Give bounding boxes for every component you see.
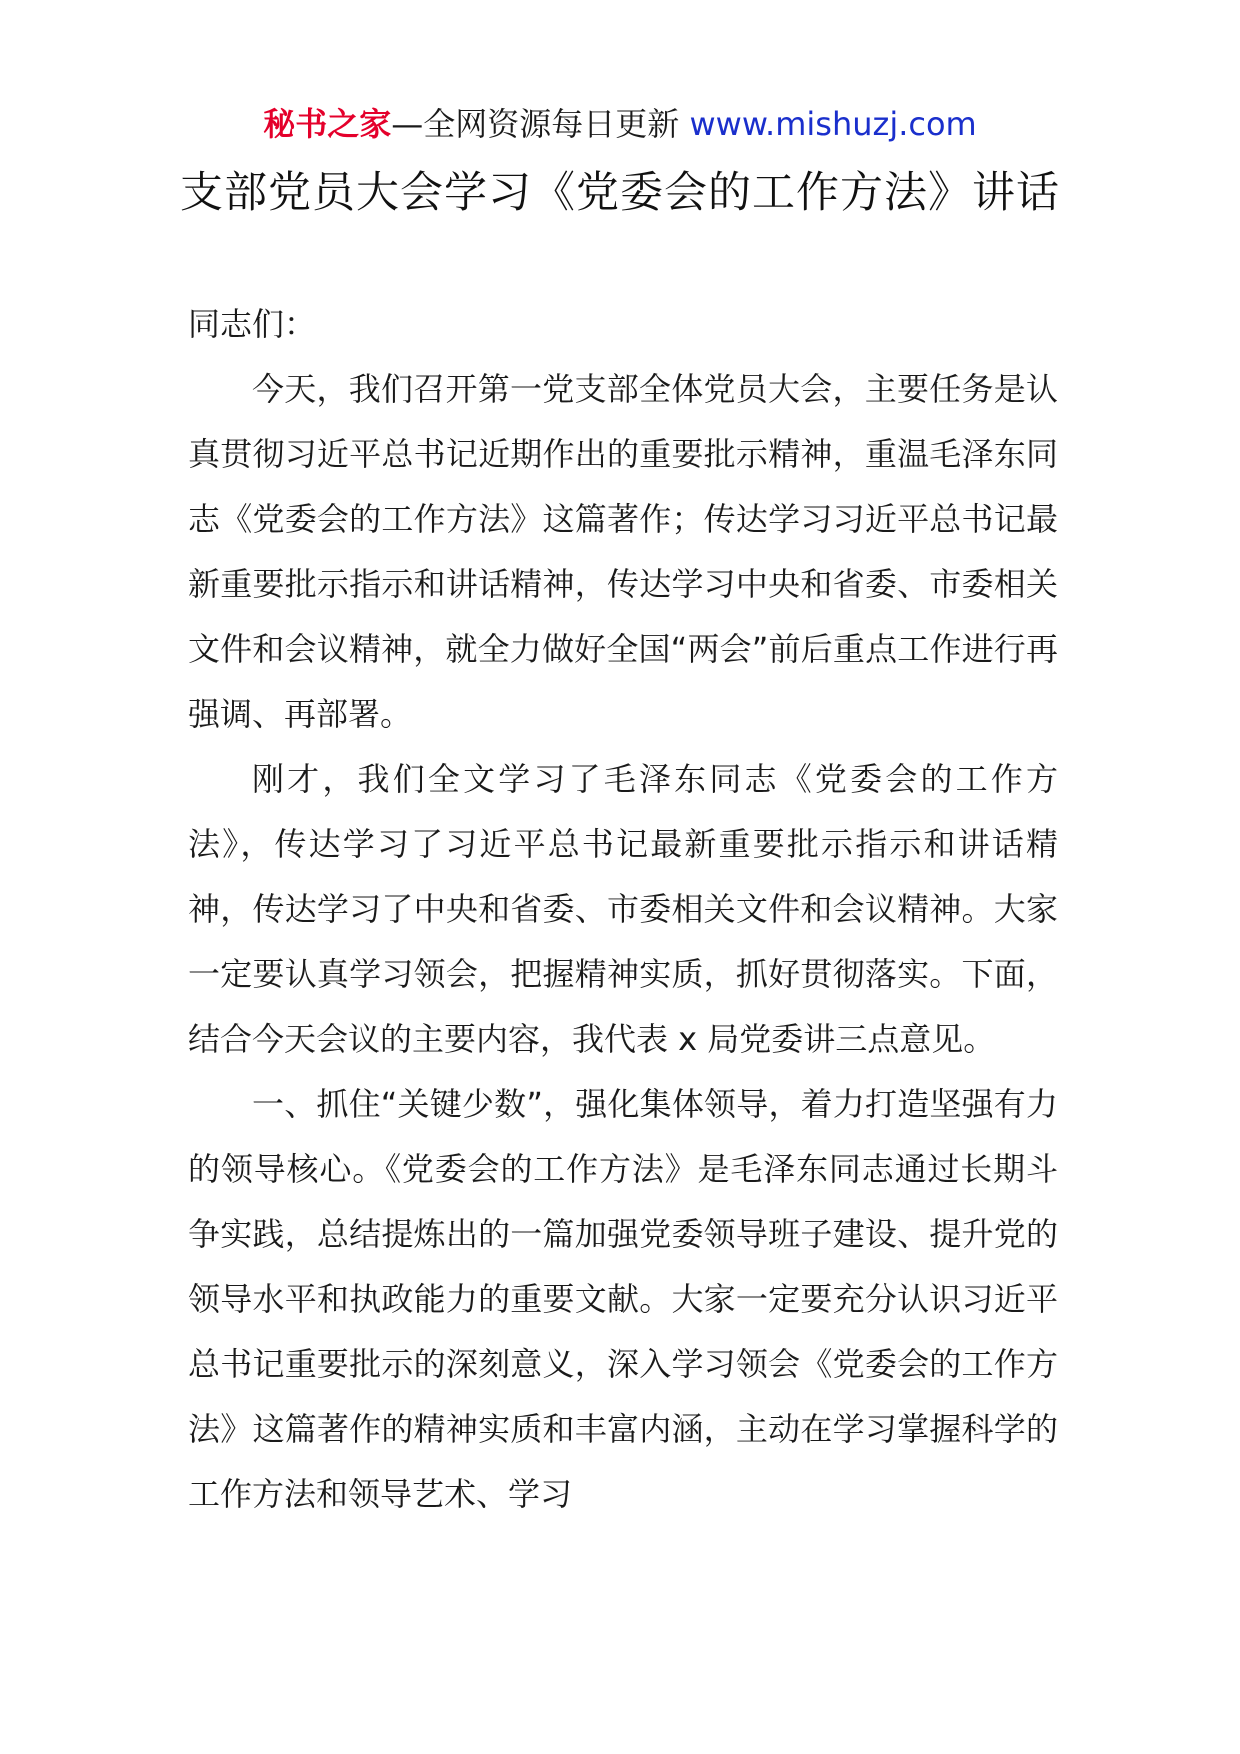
brand-name: 秘书之家 bbox=[263, 105, 392, 143]
salutation: 同志们： bbox=[188, 305, 317, 343]
header-tagline: —全网资源每日更新 bbox=[391, 105, 690, 143]
website-link[interactable]: www.mishuzj.com bbox=[689, 105, 977, 143]
paragraph: 一、抓住“关键少数”，强化集体领导，着力打造坚强有力的领导核心。《党委会的工作方法》是毛泽东同志通过长期斗争实践，总结提炼出的一篇加强党委领导班子建设、提升党的领导水平和执政能力的重要文献。大家一定要充分认识习近平总书记重要批示的深刻意义，深入学习领会《党委会的工作方法》这篇著作的精神实质和丰富内涵，主动在学习掌握科学的工作方法和领导艺术、学习 bbox=[188, 1085, 1058, 1513]
document-title: 支部党员大会学习《党委会的工作方法》讲话 bbox=[180, 168, 1060, 218]
paragraph: 今天，我们召开第一党支部全体党员大会，主要任务是认真贯彻习近平总书记近期作出的重要批示精神，重温毛泽东同志《党委会的工作方法》这篇著作；传达学习习近平总书记最新重要批示指示和讲话精神，传达学习中央和省委、市委相关文件和会议精神，就全力做好全国“两会”前后重点工作进行再强调、再部署。 bbox=[188, 370, 1058, 733]
paragraph: 刚才，我们全文学习了毛泽东同志《党委会的工作方法》，传达学习了习近平总书记最新重要批示指示和讲话精神，传达学习了中央和省委、市委相关文件和会议精神。大家一定要认真学习领会，把握精神实质，抓好贯彻落实。下面，结合今天会议的主要内容，我代表 x 局党委讲三点意见。 bbox=[188, 760, 1058, 1058]
document-body bbox=[188, 292, 1058, 1527]
watermark-header bbox=[0, 104, 1240, 144]
